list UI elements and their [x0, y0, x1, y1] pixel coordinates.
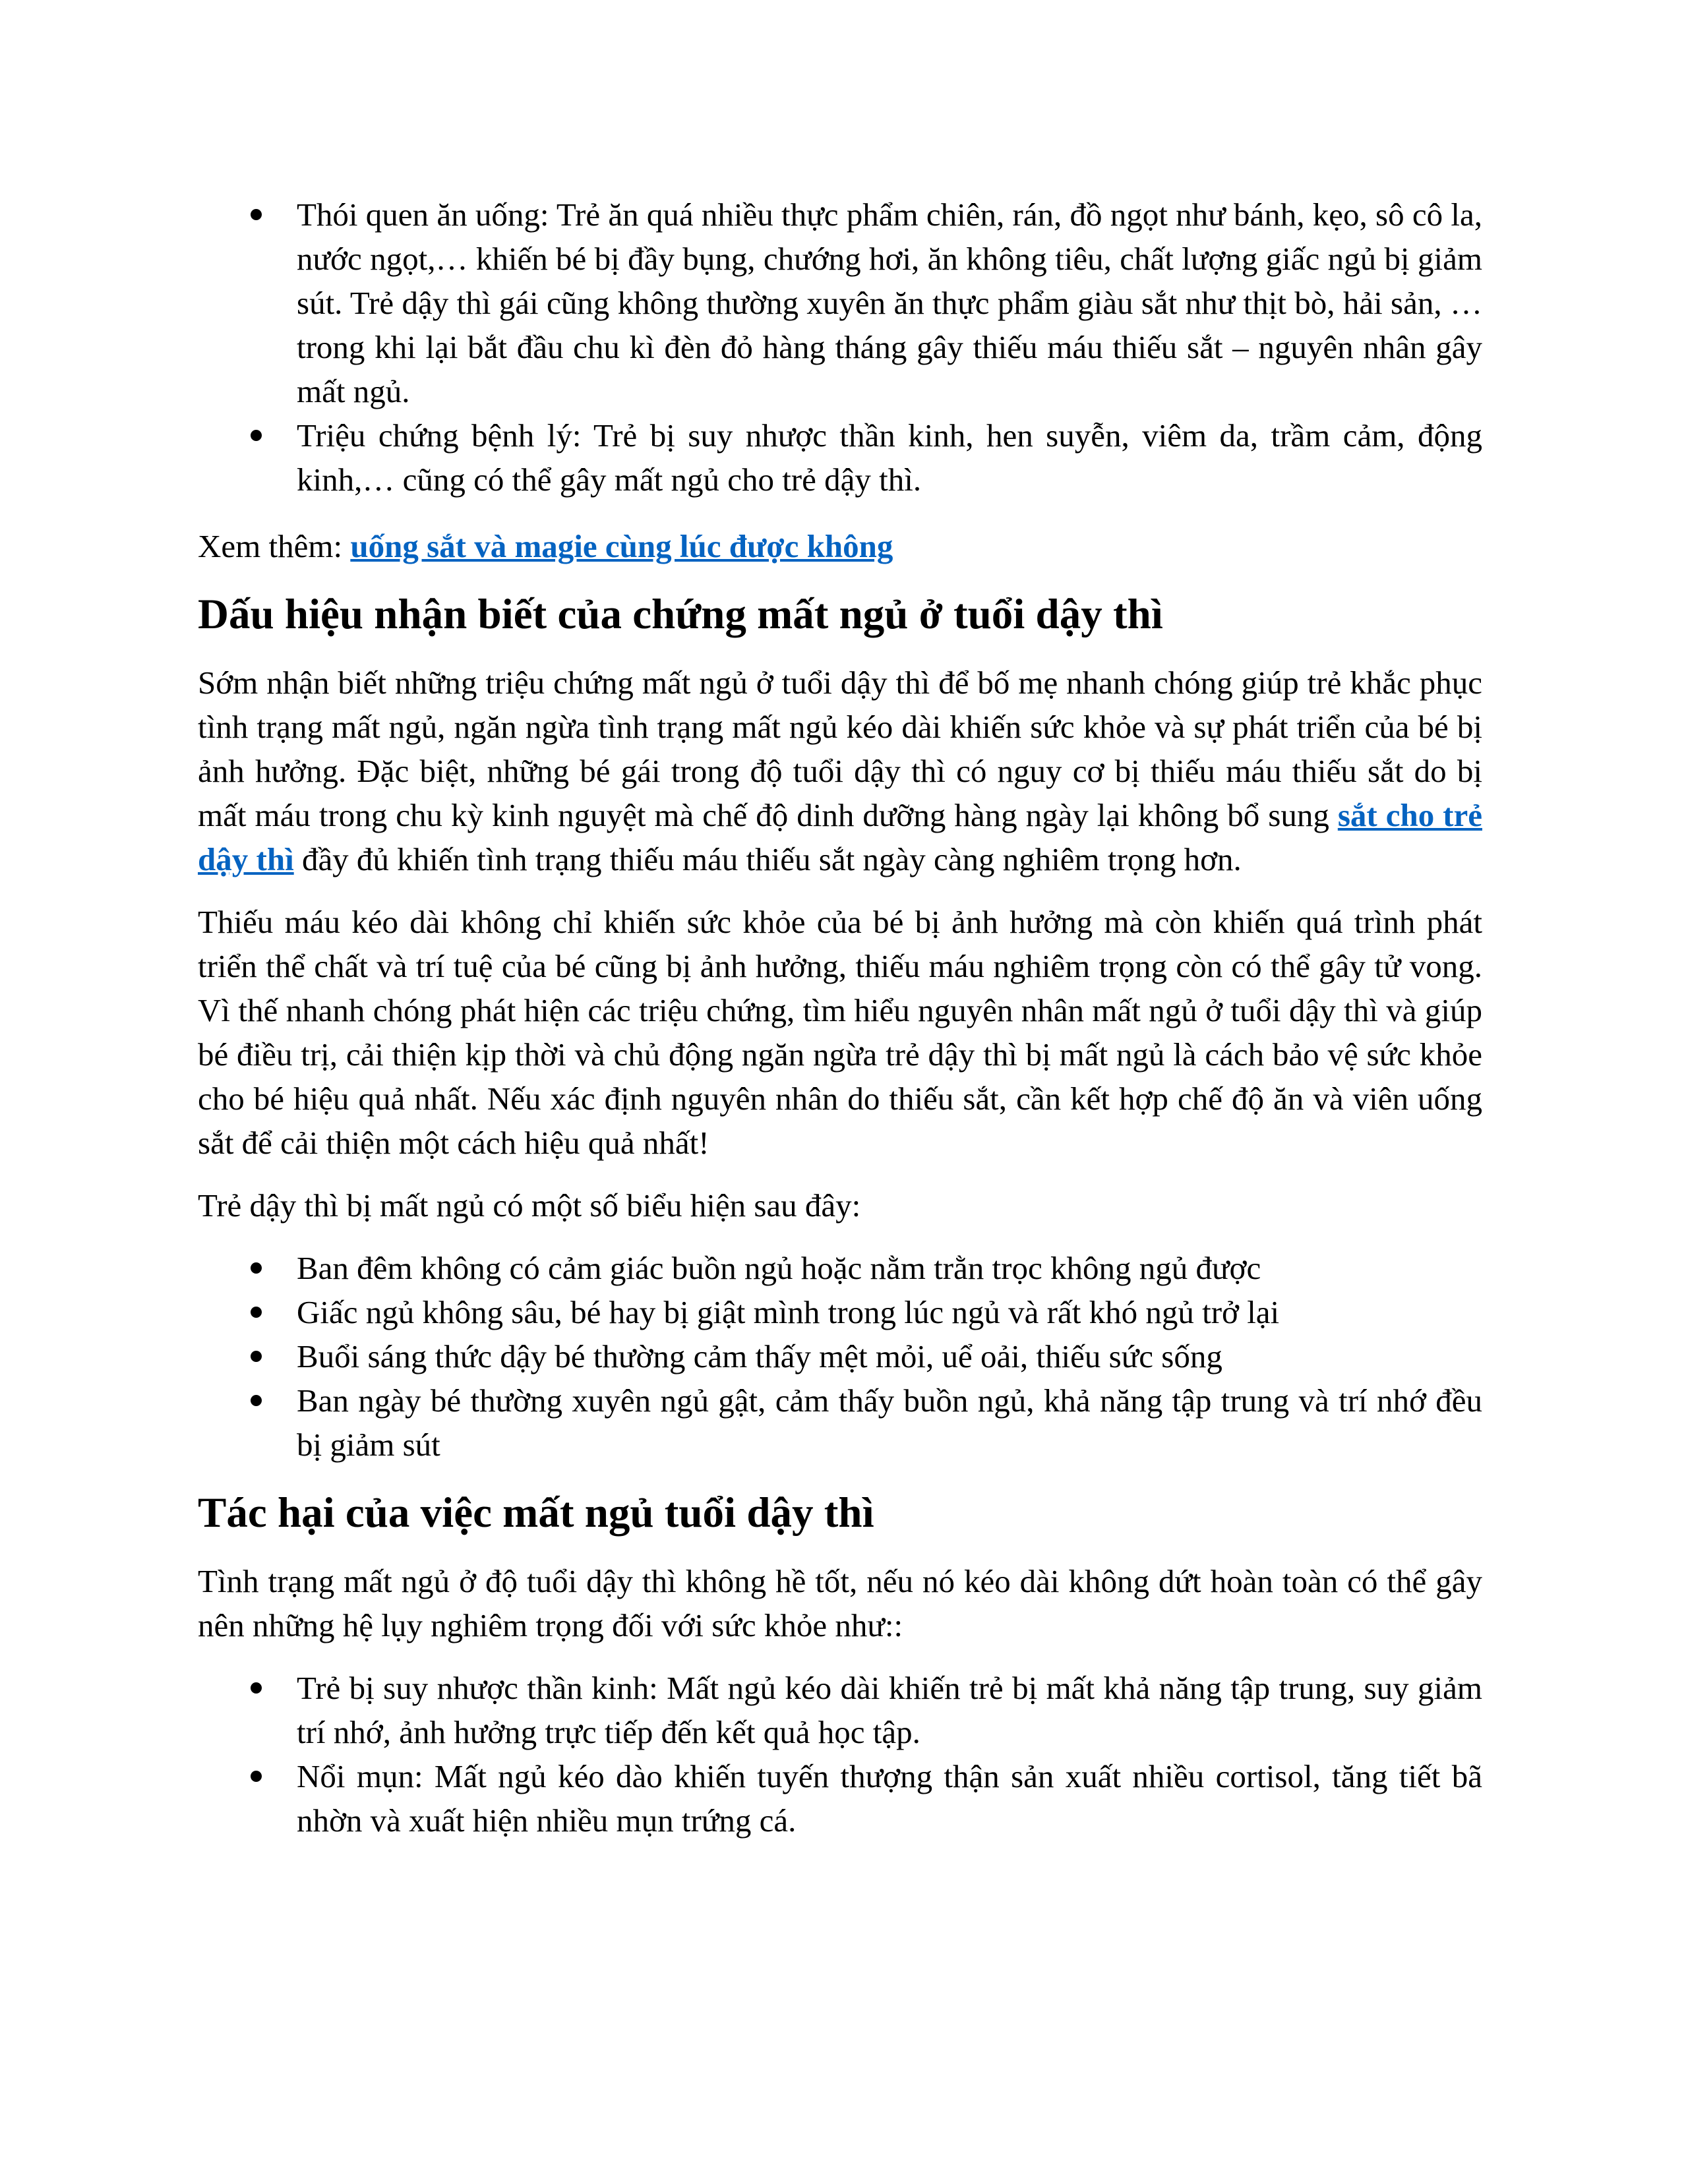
list-item	[198, 192, 1482, 413]
paragraph: Tình trạng mất ngủ ở độ tuổi dậy thì không hề tốt, nếu nó kéo dài không dứt hoàn toàn có thể gây nên những hệ lụy nghiêm trọng đối với sức khỏe như::	[198, 1563, 1482, 1643]
paragraph: Thiếu máu kéo dài không chỉ khiến sức khỏe của bé bị ảnh hưởng mà còn khiến quá trình phát triển thể chất và trí tuệ của bé cũng bị ảnh hưởng, thiếu máu nghiêm trọng còn có thể gây tử vong. Vì thế nhanh chóng phát hiện các triệu chứng, tìm hiểu nguyên nhân mất ngủ ở tuổi dậy thì và giúp bé điều trị, cải thiện kịp thời và chủ động ngăn ngừa trẻ dậy thì bị mất ngủ là cách bảo vệ sức khỏe cho bé hiệu quả nhất. Nếu xác định nguyên nhân do thiếu sắt, cần kết hợp chế độ ăn và viên uống sắt để cải thiện một cách hiệu quả nhất!	[198, 904, 1482, 1161]
see-more-link[interactable]: uống sắt và magie cùng lúc được không	[350, 528, 893, 564]
see-more-line	[198, 524, 1482, 568]
bullet-icon	[251, 430, 262, 441]
paragraph-text: đầy đủ khiến tình trạng thiếu máu thiếu sắt ngày càng nghiêm trọng hơn.	[293, 841, 1242, 877]
bullet-icon	[251, 1307, 262, 1318]
list-item-text: Triệu chứng bệnh lý: Trẻ bị suy nhược thần kinh, hen suyễn, viêm da, trầm cảm, động kinh,… cũng có thể gây mất ngủ cho trẻ dậy thì.	[297, 417, 1482, 498]
list-item-text: Buổi sáng thức dậy bé thường cảm thấy mệt mỏi, uể oải, thiếu sức sống	[297, 1338, 1222, 1374]
bullet-icon	[251, 1395, 262, 1406]
list-item	[198, 1246, 1482, 1290]
iron-for-teens-link[interactable]: sắt cho trẻ dậy thì	[198, 797, 1482, 877]
cause-list	[198, 192, 1482, 502]
bullet-icon	[251, 1682, 262, 1694]
bullet-icon	[251, 1771, 262, 1782]
list-item-text: Nổi mụn: Mất ngủ kéo dào khiến tuyến thượng thận sản xuất nhiều cortisol, tăng tiết bã nhờn và xuất hiện nhiều mụn trứng cá.	[297, 1758, 1482, 1839]
see-more-prefix: Xem thêm:	[198, 528, 351, 564]
harm-list	[198, 1666, 1482, 1843]
list-item-text: Thói quen ăn uống: Trẻ ăn quá nhiều thực phẩm chiên, rán, đồ ngọt như bánh, kẹo, sô cô la, nước ngọt,… khiến bé bị đầy bụng, chướng hơi, ăn không tiêu, chất lượng giấc ngủ bị giảm sút. Trẻ dậy thì gái cũng không thường xuyên ăn thực phẩm giàu sắt như thịt bò, hải sản, … trong khi lại bắt đầu chu kì đèn đỏ hàng tháng gây thiếu máu thiếu sắt – nguyên nhân gây mất ngủ.	[297, 196, 1482, 409]
list-item	[198, 413, 1482, 502]
list-item	[198, 1290, 1482, 1334]
symptom-list	[198, 1246, 1482, 1467]
list-item-text: Giấc ngủ không sâu, bé hay bị giật mình trong lúc ngủ và rất khó ngủ trở lại	[297, 1294, 1280, 1330]
list-item-text: Ban đêm không có cảm giác buồn ngủ hoặc nằm trằn trọc không ngủ được	[297, 1250, 1261, 1286]
list-item	[198, 1378, 1482, 1467]
bullet-icon	[251, 1351, 262, 1362]
bullet-icon	[251, 1262, 262, 1274]
list-item	[198, 1754, 1482, 1843]
section-heading-harms: Tác hại của việc mất ngủ tuổi dậy thì	[198, 1489, 874, 1537]
list-item	[198, 1334, 1482, 1378]
document-page	[198, 192, 1482, 1843]
section-heading-signs: Dấu hiệu nhận biết của chứng mất ngủ ở tuổi dậy thì	[198, 591, 1163, 638]
paragraph-text: Sớm nhận biết những triệu chứng mất ngủ ở tuổi dậy thì để bố mẹ nhanh chóng giúp trẻ khắc phục tình trạng mất ngủ, ngăn ngừa tình trạng mất ngủ kéo dài khiến sức khỏe và sự phát triển của bé bị ảnh hưởng. Đặc biệt, những bé gái trong độ tuổi dậy thì có nguy cơ bị thiếu máu thiếu sắt do bị mất máu trong chu kỳ kinh nguyệt mà chế độ dinh dưỡng hàng ngày lại không bổ sung	[198, 664, 1482, 833]
bullet-icon	[251, 209, 262, 220]
list-item-text: Ban ngày bé thường xuyên ngủ gật, cảm thấy buồn ngủ, khả năng tập trung và trí nhớ đều bị giảm sút	[297, 1382, 1482, 1463]
list-item	[198, 1666, 1482, 1754]
paragraph	[198, 661, 1482, 881]
paragraph: Trẻ dậy thì bị mất ngủ có một số biểu hiện sau đây:	[198, 1187, 861, 1224]
list-item-text: Trẻ bị suy nhược thần kinh: Mất ngủ kéo dài khiến trẻ bị mất khả năng tập trung, suy giảm trí nhớ, ảnh hưởng trực tiếp đến kết quả học tập.	[297, 1670, 1482, 1750]
